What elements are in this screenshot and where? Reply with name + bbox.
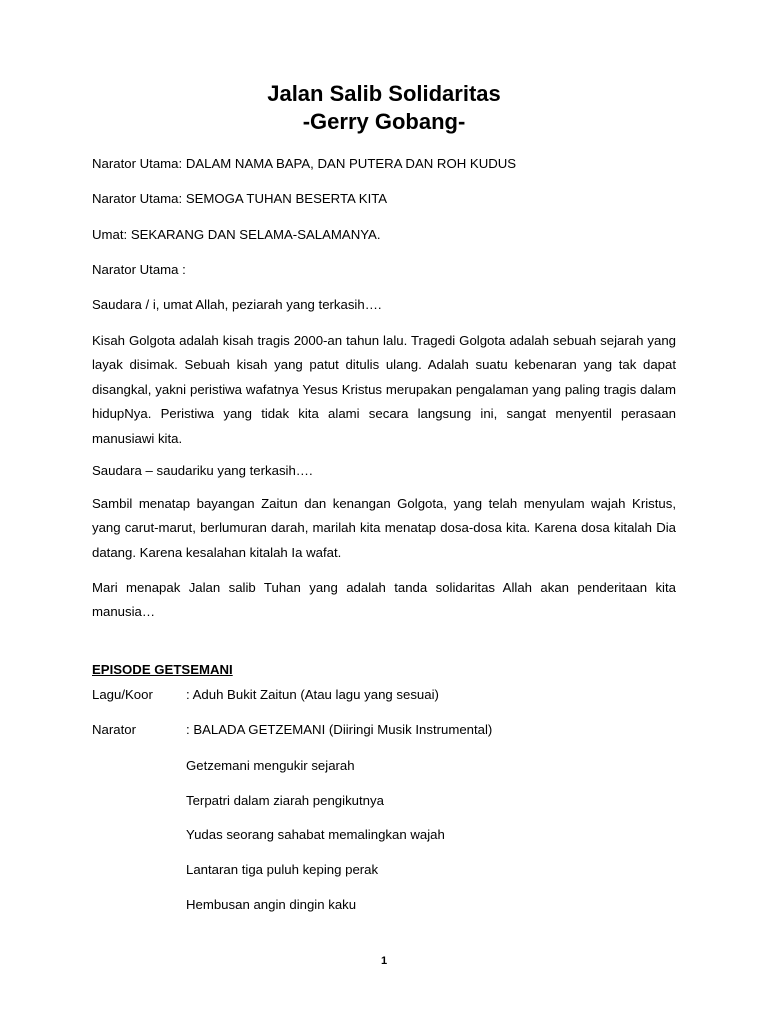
- episode-heading: EPISODE GETSEMANI: [92, 662, 233, 677]
- page-number: 1: [380, 955, 388, 967]
- document-author: -Gerry Gobang-: [302, 109, 466, 134]
- verse-line: Terpatri dalam ziarah pengikutnya: [186, 793, 384, 808]
- greeting-1: Saudara / i, umat Allah, peziarah yang terkasih….: [92, 297, 382, 312]
- row-value: : Aduh Bukit Zaitun (Atau lagu yang sesuai): [186, 687, 439, 702]
- speaker-label: Narator Utama:: [92, 156, 183, 171]
- intro-text: DALAM NAMA BAPA, DAN PUTERA DAN ROH KUDUS: [185, 156, 517, 171]
- verse-line: Hembusan angin dingin kaku: [186, 897, 357, 912]
- row-value: : BALADA GETZEMANI (Diiringi Musik Instrumental): [186, 722, 493, 737]
- greeting-2: Saudara – saudariku yang terkasih….: [92, 463, 313, 478]
- paragraph-3: Mari menapak Jalan salib Tuhan yang adalah tanda solidaritas Allah akan penderitaan kita manusia…: [92, 580, 676, 620]
- paragraph-1: Kisah Golgota adalah kisah tragis 2000-an tahun lalu. Tragedi Golgota adalah sebuah sejarah yang layak disimak. Sebuah kisah yang patut ditulis ulang. Adalah suatu kebenaran yang tak dapat disangkal, yakni peristiwa wafatnya Yesus Kristus merupakan pengalaman yang paling tragis dalam hidupNya. Peristiwa yang tidak kita alami secara langsung ini, sangat menyentil perasaan manusiawi kita.: [92, 333, 676, 446]
- paragraph-2: Sambil menatap bayangan Zaitun dan kenangan Golgota, yang telah menyulam wajah Kristus, yang carut-marut, berlumuran darah, marilah kita menatap dosa-dosa kita. Karena dosa kitalah Dia datang. Karena kesalahan kitalah Ia wafat.: [92, 496, 676, 560]
- verse-line: Yudas seorang sahabat memalingkan wajah: [186, 827, 445, 842]
- row-label: Narator: [92, 722, 136, 737]
- intro-text: SEKARANG DAN SELAMA-SALAMANYA.: [130, 227, 381, 242]
- document-title: Jalan Salib Solidaritas: [267, 81, 501, 106]
- intro-line-1: [92, 155, 516, 173]
- speaker-label: Narator Utama :: [92, 262, 186, 277]
- intro-text: SEMOGA TUHAN BESERTA KITA: [185, 191, 388, 206]
- row-label: Lagu/Koor: [92, 687, 153, 702]
- speaker-label: Narator Utama:: [92, 191, 183, 206]
- intro-line-2: [92, 190, 387, 208]
- verse-line: Lantaran tiga puluh keping perak: [186, 862, 379, 877]
- speaker-label: Umat:: [92, 227, 128, 242]
- intro-line-4: [92, 261, 186, 279]
- verse-line: Getzemani mengukir sejarah: [186, 758, 355, 773]
- intro-line-3: [92, 226, 381, 244]
